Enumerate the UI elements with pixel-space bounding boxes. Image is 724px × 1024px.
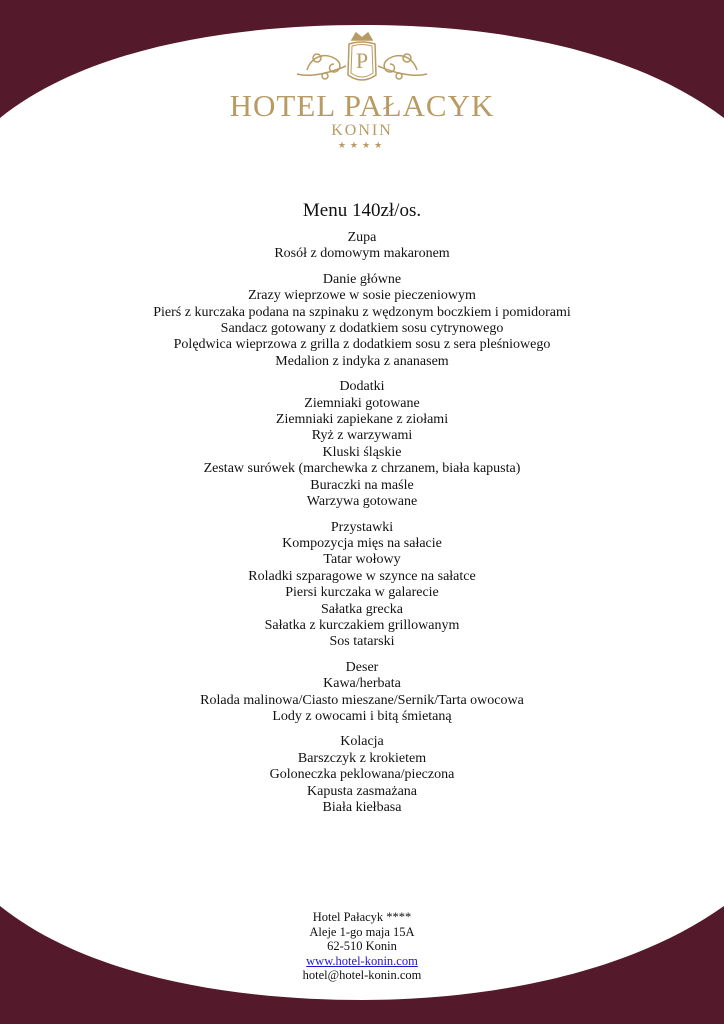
crest-emblem-icon	[292, 30, 432, 88]
menu-section-title: Przystawki	[330, 519, 394, 535]
menu-item: Sałatka z kurczakiem grillowanym	[264, 617, 460, 633]
menu-section	[0, 379, 724, 510]
menu-item: Barszczyk z krokietem	[297, 750, 427, 766]
hotel-logo	[0, 30, 724, 158]
menu-item: Piersi kurczaka w galarecie	[285, 585, 439, 601]
hotel-city-wordmark: KONIN	[331, 122, 393, 139]
menu-content	[0, 198, 724, 825]
hotel-stars: ★★★★	[337, 140, 387, 150]
menu-item: Sałatka grecka	[320, 601, 403, 617]
website-link[interactable]: www.hotel-konin.com	[306, 953, 418, 968]
menu-item: Tatar wołowy	[323, 552, 401, 568]
menu-section	[0, 660, 724, 726]
menu-item: Kluski śląskie	[322, 444, 402, 460]
menu-section	[0, 230, 724, 263]
footer-hotel-name: Hotel Pałacyk ****	[312, 910, 412, 924]
menu-item: Rosół z domowym makaronem	[274, 246, 450, 262]
hotel-name-wordmark: HOTEL PAŁACYK	[229, 88, 495, 123]
footer-street: Aleje 1-go maja 15A	[309, 924, 415, 939]
menu-item: Warzywa gotowane	[306, 494, 418, 510]
svg-text:P: P	[355, 48, 369, 73]
menu-item: Kompozycja mięs na sałacie	[282, 535, 442, 551]
menu-item: Goloneczka peklowana/pieczona	[269, 767, 455, 783]
menu-item: Ziemniaki gotowane	[304, 395, 420, 411]
menu-item: Biała kiełbasa	[322, 800, 402, 815]
footer-postal: 62-510 Konin	[327, 939, 397, 953]
menu-section	[0, 272, 724, 370]
menu-section-title: Zupa	[347, 230, 377, 245]
menu-section-title: Kolacja	[340, 734, 384, 750]
footer-email: hotel@hotel-konin.com	[302, 968, 422, 982]
menu-item: Sandacz gotowany z dodatkiem sosu cytrynowego	[220, 321, 504, 337]
menu-item: Polędwica wieprzowa z grilla z dodatkiem sosu z sera pleśniowego	[173, 337, 551, 353]
menu-item: Kapusta zasmażana	[307, 783, 417, 799]
menu-item: Pierś z kurczaka podana na szpinaku z wędzonym boczkiem i pomidorami	[153, 304, 571, 320]
menu-title: Menu 140zł/os.	[302, 200, 422, 221]
menu-item: Ziemniaki zapiekane z ziołami	[275, 412, 449, 428]
menu-item: Zestaw surówek (marchewka z chrzanem, biała kapusta)	[203, 461, 521, 477]
menu-section-title: Dodatki	[339, 379, 385, 395]
menu-sections	[0, 230, 724, 816]
menu-item: Sos tatarski	[329, 634, 395, 650]
menu-section-title: Danie główne	[322, 271, 402, 287]
menu-item: Medalion z indyka z ananasem	[275, 353, 449, 369]
menu-item: Kawa/herbata	[323, 676, 401, 692]
menu-section	[0, 734, 724, 816]
menu-item: Roladki szparagowe w szynce na sałatce	[248, 568, 476, 584]
menu-item: Rolada malinowa/Ciasto mieszane/Sernik/Tarta owocowa	[200, 692, 524, 708]
menu-item: Zrazy wieprzowe w sosie pieczeniowym	[248, 288, 476, 304]
menu-section-title: Deser	[345, 659, 379, 675]
menu-item: Ryż z warzywami	[311, 428, 413, 444]
menu-item: Buraczki na maśle	[310, 477, 414, 493]
menu-section	[0, 520, 724, 651]
menu-item: Lody z owocami i bitą śmietaną	[272, 708, 452, 724]
footer-contact	[0, 910, 724, 983]
